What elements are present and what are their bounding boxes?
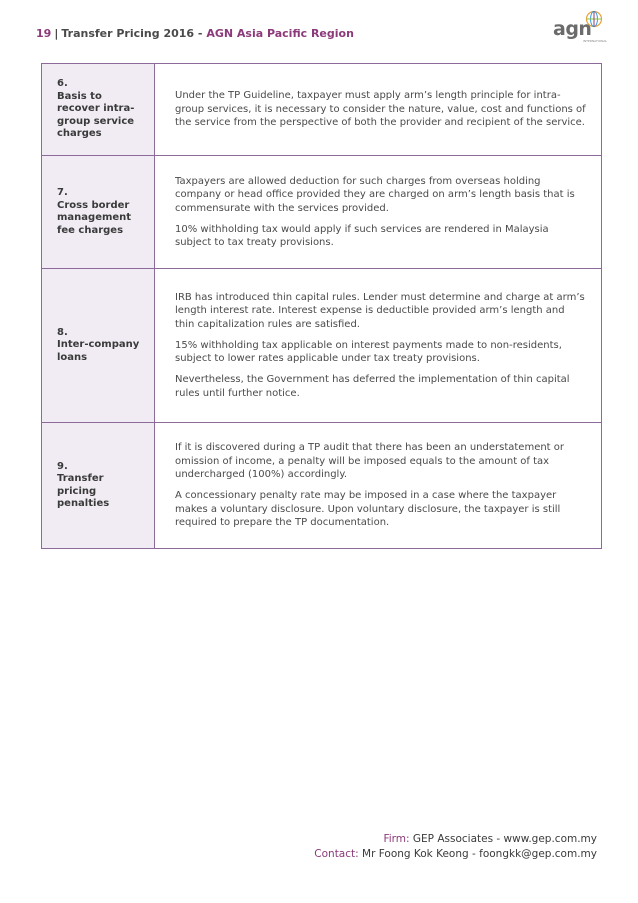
row-description [155, 269, 602, 423]
contact-line [314, 847, 597, 862]
paragraph: 10% withholding tax would apply if such services are rendered in Malaysia subject to tax treaty provisions. [175, 223, 549, 248]
logo-text: agn [553, 18, 592, 40]
firm-label: Firm: [383, 833, 410, 845]
paragraph: IRB has introduced thin capital rules. Lender must determine and charge at arm’s length interest rate. Interest expense is deductible provided arm’s length and thin capitalization rules are satisfied. [175, 291, 585, 330]
row-label: 8. Inter-company loans [42, 269, 155, 423]
row-label: 6. Basis to recover intra- group service charges [42, 64, 155, 156]
row-description [155, 156, 602, 269]
page-header [36, 27, 354, 40]
globe-icon [585, 10, 603, 28]
paragraph: Nevertheless, the Government has deferred the implementation of thin capital rules until further notice. [175, 374, 570, 399]
table-row [42, 269, 602, 423]
firm-line [314, 832, 597, 847]
page-footer [314, 832, 597, 862]
document-title: Transfer Pricing 2016 - [61, 27, 203, 40]
table-row [42, 156, 602, 269]
logo-subtext: INTERNATIONAL [583, 39, 608, 43]
table-row [42, 64, 602, 156]
paragraph: A concessionary penalty rate may be imposed in a case where the taxpayer makes a voluntary disclosure. Upon voluntary disclosure, the taxpayer is still required to prepare the TP documentation. [175, 490, 561, 529]
contact-value: Mr Foong Kok Keong - foongkk@gep.com.my [362, 848, 597, 860]
table-row [42, 423, 602, 549]
paragraph: If it is discovered during a TP audit that there has been an understatement or omission of income, a penalty will be imposed equals to the amount of tax undercharged (100%) accordingly. [175, 442, 565, 481]
row-label: 9. Transfer pricing penalties [42, 423, 155, 549]
paragraph: Taxpayers are allowed deduction for such charges from overseas holding company or head office provided they are charged on arm’s length basis that is commensurate with the services provided. [175, 175, 575, 214]
page-number: 19 [36, 27, 52, 40]
row-description [155, 423, 602, 549]
row-label: 7. Cross border management fee charges [42, 156, 155, 269]
paragraph: 15% withholding tax applicable on interest payments made to non-residents, subject to lower rates applicable under tax treaty provisions. [175, 339, 562, 365]
header-separator: | [54, 27, 59, 40]
paragraph: Under the TP Guideline, taxpayer must apply arm’s length principle for intra-group services, it is necessary to consider the nature, value, cost and functions of the service from the perspective of both the provider and recipient of the service. [175, 90, 586, 129]
firm-value: GEP Associates - www.gep.com.my [412, 833, 597, 845]
transfer-pricing-table [41, 63, 602, 549]
region-title: AGN Asia Pacific Region [206, 27, 354, 40]
agn-logo [553, 10, 608, 46]
row-description [155, 64, 602, 156]
contact-label: Contact: [314, 848, 359, 860]
